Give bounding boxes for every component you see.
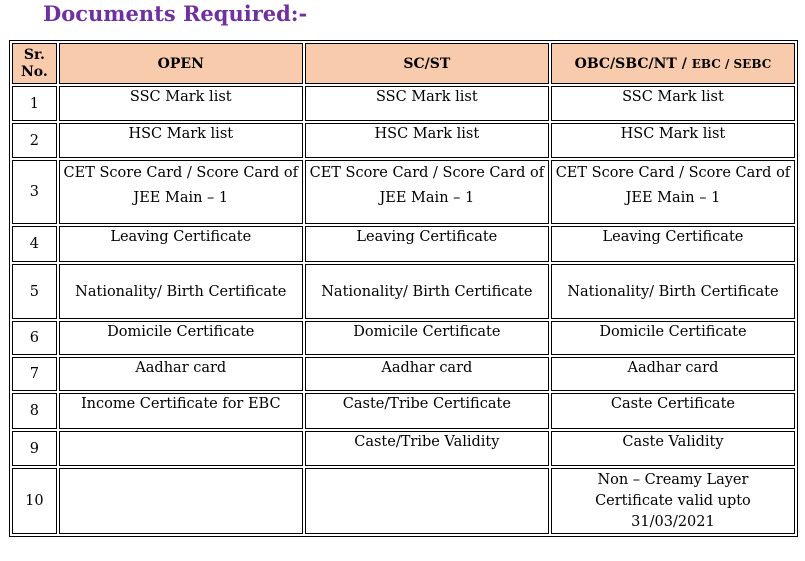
obc-cell: CET Score Card / Score Card of JEE Main – 1 [551,160,795,224]
scst-cell: SSC Mark list [305,86,549,121]
open-cell: Leaving Certificate [59,226,303,262]
open-cell: Nationality/ Birth Certificate [59,264,303,319]
obc-cell: SSC Mark list [551,86,795,121]
sr-no-cell: 1 [12,86,57,121]
scst-cell: Caste/Tribe Validity [305,431,549,466]
documents-table [9,40,798,537]
sr-no-cell: 5 [12,264,57,319]
table-row [12,123,795,158]
header-sr-line2: No. [20,63,48,80]
sr-no-cell: 6 [12,321,57,355]
table-row [12,431,795,466]
obc-cell: Caste Certificate [551,393,795,429]
obc-cell: Caste Validity [551,431,795,466]
header-open: OPEN [59,43,303,84]
sr-no-cell: 4 [12,226,57,262]
table-row [12,226,795,262]
sr-no-cell: 8 [12,393,57,429]
sr-no-cell: 3 [12,160,57,224]
table-row [12,357,795,391]
open-cell: HSC Mark list [59,123,303,158]
header-sc-st: SC/ST [305,43,549,84]
open-cell: Aadhar card [59,357,303,391]
open-cell [59,431,303,466]
sr-no-cell: 7 [12,357,57,391]
obc-cell: Non – Creamy Layer Certificate valid upto 31/03/2021 [551,468,795,534]
open-cell: SSC Mark list [59,86,303,121]
table-row [12,321,795,355]
page-heading: Documents Required:- [43,1,308,26]
header-obc-sbc-nt-ebc-sebc [551,43,795,84]
sr-no-cell: 10 [12,468,57,534]
sr-no-cell: 2 [12,123,57,158]
header-obc-main: OBC/SBC/NT / [574,55,692,72]
obc-cell: Aadhar card [551,357,795,391]
obc-cell: Domicile Certificate [551,321,795,355]
obc-cell: Nationality/ Birth Certificate [551,264,795,319]
scst-cell [305,468,549,534]
obc-cell: Leaving Certificate [551,226,795,262]
header-sr-no [12,43,57,84]
scst-cell: Domicile Certificate [305,321,549,355]
table-row [12,86,795,121]
open-cell: CET Score Card / Score Card of JEE Main – 1 [59,160,303,224]
scst-cell: Aadhar card [305,357,549,391]
scst-cell: HSC Mark list [305,123,549,158]
table-row [12,468,795,534]
header-sr-line1: Sr. [23,46,45,63]
table-row [12,393,795,429]
open-cell: Domicile Certificate [59,321,303,355]
header-obc-small: EBC / SEBC [691,56,772,71]
scst-cell: Leaving Certificate [305,226,549,262]
scst-cell: CET Score Card / Score Card of JEE Main – 1 [305,160,549,224]
open-cell: Income Certificate for EBC [59,393,303,429]
scst-cell: Caste/Tribe Certificate [305,393,549,429]
scst-cell: Nationality/ Birth Certificate [305,264,549,319]
open-cell [59,468,303,534]
obc-cell: HSC Mark list [551,123,795,158]
sr-no-cell: 9 [12,431,57,466]
table-row [12,160,795,224]
table-header-row [12,43,795,84]
table-row [12,264,795,319]
